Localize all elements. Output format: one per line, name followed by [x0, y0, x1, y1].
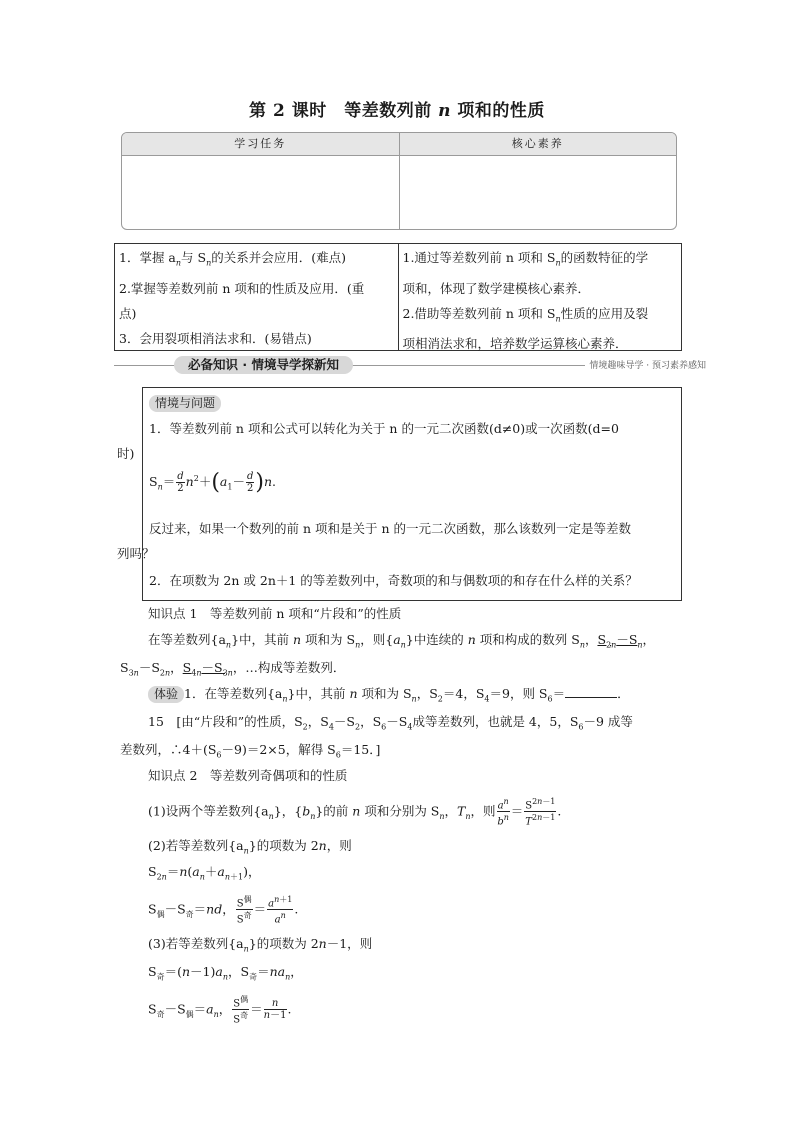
k2-p1-text: (1)设两个等差数列{a [148, 803, 269, 819]
k1-line1: 在等差数列$\{a_n\}$中，其前 n 项和为 $S_n$，则$\{a_n\}$中连续的 n 项和构成的数列 $S_n$，$S_{2n}-S_n$， [148, 632, 656, 650]
k2-p2-formula2: $S_偶-S_奇=nd$， $\frac{S^偶}{S^奇}$ ＝ $\frac{a^{n+1}}{a^n}$ . [148, 895, 299, 926]
title-var: n [438, 101, 452, 121]
section-right-note: 情境趣味导学 · 预习素养感知 [585, 358, 706, 371]
scenario-q1-converse-cont: 列吗？ [117, 546, 155, 561]
k1-line1-text: 在等差数列{a [148, 632, 226, 647]
goals-left: 1．掌握 $a_n$与 $S_n$的关系并会应用．(难点) 2.掌握等差数列前 n 项和的性质及应用．(重 点) 3．会用裂项相消法求和．(易错点) [115, 244, 399, 350]
sum-formula: $S_n=$ $\frac{d}{2}$ $n^2+(a_1-$ $\frac{d}{2}$ )n. [149, 470, 277, 496]
section-tag: 必备知识 · 情境导学探新知 [174, 356, 353, 374]
title-prefix: 第 2 课时 等差数列前 [249, 101, 439, 121]
scenario-q1-converse: 反过来，如果一个数列的前 n 项和是关于 n 的一元二次函数，那么该数列一定是等差数 [149, 521, 631, 536]
competency-1: 1.通过等差数列前 n 项和 S [402, 250, 556, 265]
k1-line2-text: ，…构成等差数列． [232, 660, 346, 675]
section-bar [114, 356, 706, 374]
task-table [121, 132, 677, 230]
trial-question: 体验 1．在等差数列$\{a_n\}$中，其前 n 项和为 $S_n$，$S_2=4$，$S_4=9$，则 $S_6=$ ． [148, 684, 630, 704]
k1-heading: 知识点 1 等差数列前 n 项和“片段和”的性质 [148, 606, 402, 621]
k2-p2-formula1: $S_{2n}=n(a_n+a_{n+1})$， [148, 864, 261, 882]
trial-explanation-cont: 差数列，$\therefore 4+(S_6-9)=2\times 5$，解得 $S_6=15$．] [120, 742, 381, 760]
scenario-box [117, 387, 682, 601]
goal-2-cont: 点) [119, 305, 137, 321]
trial-explanation: 15 [由“片段和”的性质，$S_2$，$S_4-S_2$，$S_6-S_4$成等差数列，也就是 4，5，$S_6-9$ 成等 [148, 714, 633, 732]
competency-2: 2.借助等差数列前 n 项和 S [402, 305, 556, 321]
k2-p1: (1)设两个等差数列$\{a_n\}$，$\{b_n\}$的前 n 项和分别为 $S_n$，$T_n$，则 $\frac{a^n}{b^n}$ ＝ $\frac{S^{2n-1}}{T^{2n-1}}$ . [148, 797, 562, 828]
k2-heading: 知识点 2 等差数列奇偶项和的性质 [148, 768, 348, 783]
k2-p3: (3)若等差数列$\{a_n\}$的项数为 2n－1，则 [148, 936, 373, 954]
answer-blank[interactable] [565, 685, 617, 698]
goals-right: 1.通过等差数列前 n 项和 $S_n$的函数特征的学 项和，体现了数学建模核心素养． 2.借助等差数列前 n 项和 $S_n$性质的应用及裂 项相消法求和，培养数学运算核心素养． [399, 244, 682, 350]
scenario-q1-cont: 时) [117, 446, 135, 461]
competency-2-cont: 项相消法求和，培养数学运算核心素养． [402, 336, 628, 351]
scenario-pill: 情境与问题 [149, 395, 221, 412]
competency-col-header: 核心素养 [511, 137, 564, 150]
goal-3: 3．会用裂项相消法求和．(易错点) [119, 330, 312, 346]
trial-pill: 体验 [148, 686, 184, 703]
k2-p3-formula1: $S_奇=(n-1)a_n$，$S_奇=na_n$， [148, 964, 303, 982]
k2-p2-text: (2)若等差数列{a [148, 838, 244, 853]
trial-exp2: 差数列，∴4＋(S [120, 742, 217, 757]
goals-table [114, 243, 682, 351]
goal-1: 1．掌握 a [119, 250, 176, 265]
k2-p3-text: (3)若等差数列{a [148, 936, 244, 951]
title-suffix: 项和的性质 [451, 101, 545, 121]
scenario-q1: 1．等差数列前 n 项和公式可以转化为关于 n 的一元二次函数(d≠0)或一次函数(d=0 [149, 421, 619, 436]
trial-exp1: [由“片段和”的性质，S [176, 714, 303, 729]
competency-1-cont: 项和，体现了数学建模核心素养． [402, 280, 591, 296]
k1-line2: $S_{3n}-S_{2n}$，$S_{4n}-S_{3n}$，…构成等差数列． [120, 660, 346, 678]
task-col-header: 学习任务 [122, 133, 400, 155]
k2-p2: (2)若等差数列$\{a_n\}$的项数为 2n，则 [148, 838, 352, 856]
trial-answer: 15 [148, 714, 164, 729]
k2-p3-formula2: $S_奇-S_偶=a_n$， $\frac{S^偶}{S^奇}$ ＝ $\frac{n}{n-1}$ . [148, 995, 292, 1026]
trial-q-text: 1．在等差数列{a [184, 686, 283, 701]
scenario-q2: 2．在项数为 2n 或 2n＋1 的等差数列中，奇数项的和与偶数项的和存在什么样的关系？ [149, 573, 638, 588]
page-title [0, 96, 794, 121]
goal-2: 2.掌握等差数列前 n 项和的性质及应用．(重 [119, 280, 365, 296]
